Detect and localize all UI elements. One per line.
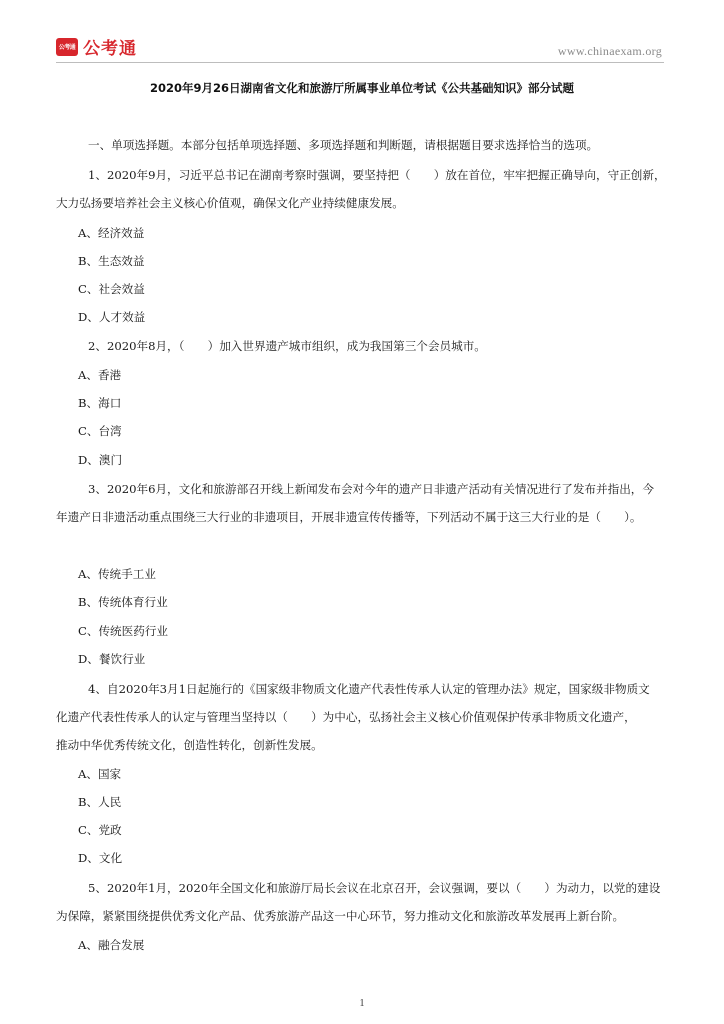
logo-text: 公考通: [83, 39, 137, 59]
question-4-option-d: D、文化: [78, 851, 123, 865]
question-4-option-b: B、人民: [78, 795, 122, 809]
question-2-option-a: A、香港: [78, 368, 122, 382]
section-intro: 一、单项选择题。本部分包括单项选择题、多项选择题和判断题，请根据题目要求选择恰当的选项。: [88, 138, 599, 152]
question-4-stem-line3: 推动中华优秀传统文化，创造性转化，创新性发展。: [56, 738, 323, 752]
question-2-option-c: C、台湾: [78, 424, 122, 438]
question-1-option-c: C、社会效益: [78, 282, 145, 296]
question-3-stem-line1: 3、2020年6月，文化和旅游部召开线上新闻发布会对今年的遗产日非遗产活动有关情况进行了发布并指出，今: [88, 482, 654, 496]
question-5-stem-line2: 为保障，紧紧围绕提供优秀文化产品、优秀旅游产品这一中心环节，努力推动文化和旅游改革发展再上新台阶。: [56, 909, 625, 923]
question-1-option-a: A、经济效益: [78, 226, 145, 240]
question-1-option-d: D、人才效益: [78, 310, 146, 324]
question-2-option-b: B、海口: [78, 396, 122, 410]
page-number: 1: [359, 998, 365, 1009]
header-divider: [56, 62, 664, 63]
question-3-option-b: B、传统体育行业: [78, 595, 168, 609]
logo: [56, 34, 137, 59]
question-1-stem-line2: 大力弘扬要培养社会主义核心价值观，确保文化产业持续健康发展。: [56, 196, 404, 210]
question-4-stem-line2: 化遗产代表性传承人的认定与管理当坚持以（ ）为中心，弘扬社会主义核心价值观保护传承非物质文化遗产，: [56, 710, 636, 724]
question-3-option-c: C、传统医药行业: [78, 624, 169, 638]
question-3-option-a: A、传统手工业: [78, 567, 156, 581]
question-2-stem-line1: 2、2020年8月，（ ）加入世界遗产城市组织，成为我国第三个会员城市。: [88, 339, 486, 353]
question-1-stem-line1: 1、2020年9月，习近平总书记在湖南考察时强调，要坚持把（ ）放在首位，牢牢把握正确导向，守正创新，: [88, 168, 666, 182]
document-title: 2020年9月26日湖南省文化和旅游厅所属事业单位考试《公共基础知识》部分试题: [149, 81, 574, 95]
question-3-option-d: D、餐饮行业: [78, 652, 146, 666]
site-url: www.chinaexam.org: [557, 44, 662, 58]
question-5-stem-line1: 5、2020年1月，2020年全国文化和旅游厅局长会议在北京召开，会议强调，要以（ ）为动力，以党的建设: [88, 881, 661, 895]
question-4-option-c: C、党政: [78, 823, 122, 837]
question-2-option-d: D、澳门: [78, 453, 123, 467]
question-4-stem-line1: 4、自2020年3月1日起施行的《国家级非物质文化遗产代表性传承人认定的管理办法》规定，国家级非物质文: [88, 682, 650, 696]
question-4-option-a: A、国家: [78, 767, 122, 781]
question-5-option-a: A、融合发展: [78, 938, 145, 952]
question-1-option-b: B、生态效益: [78, 254, 145, 268]
page-header: [0, 0, 724, 70]
logo-mark: 公考通: [56, 38, 78, 56]
question-3-stem-line2: 年遗产日非遗活动重点围绕三大行业的非遗项目，开展非遗宣传传播等，下列活动不属于这三大行业的是（ ）。: [56, 510, 642, 524]
